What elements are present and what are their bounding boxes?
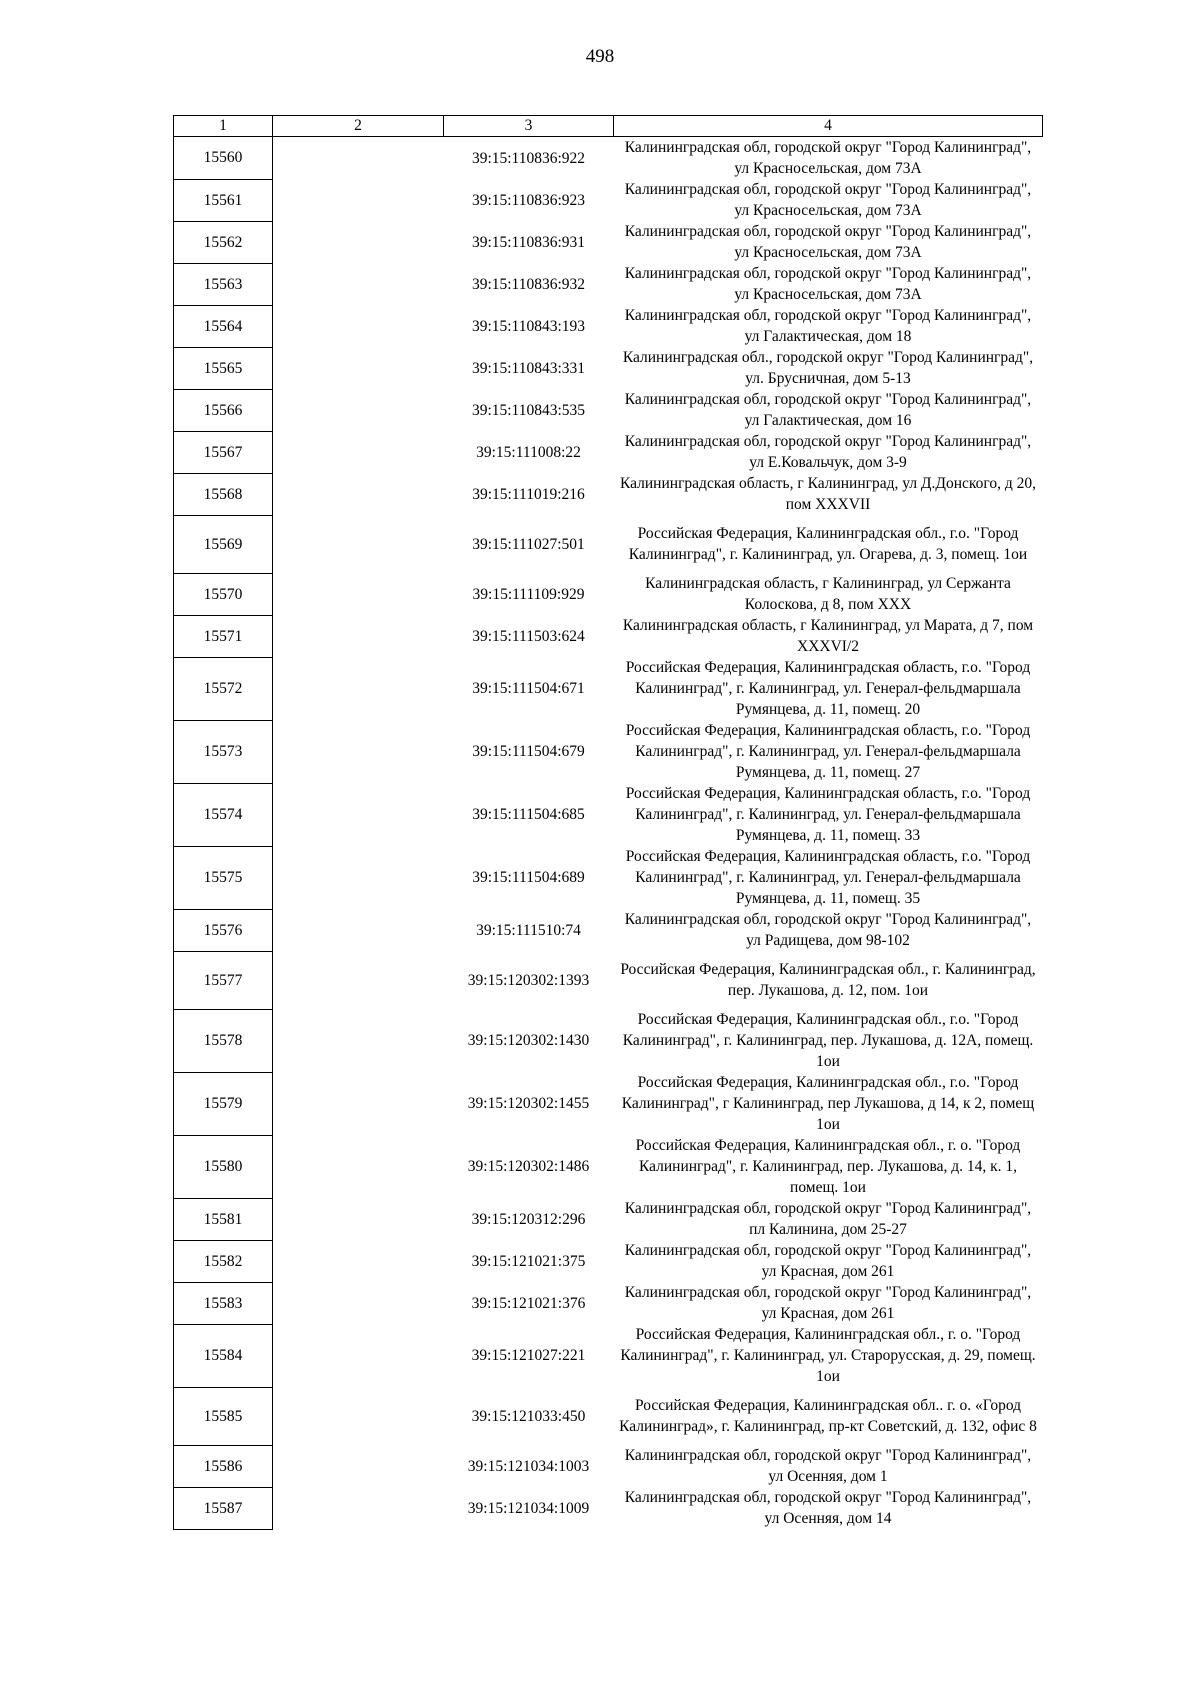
row-number: 15584 — [174, 1324, 273, 1387]
row-cadastral-number: 39:15:110836:922 — [471, 149, 586, 167]
table-row — [174, 137, 1043, 180]
row-address: Калининградская область, г Калининград, ул Сержанта Колоскова, д 8, пом XXX — [645, 575, 1011, 613]
row-cadastral-number: 39:15:120302:1455 — [467, 1095, 590, 1112]
table-row — [174, 951, 1043, 1009]
row-owner — [273, 1135, 444, 1198]
row-owner — [273, 1009, 444, 1072]
row-cadastral-number: 39:15:111019:216 — [472, 485, 585, 503]
table-row — [174, 1198, 1043, 1240]
row-address: Калининградская обл, городской округ "Город Калининград", ул Красносельская, дом 73А — [624, 139, 1032, 177]
table-row — [174, 615, 1043, 657]
table-row — [174, 1445, 1043, 1487]
registry-table — [173, 115, 1043, 1530]
row-number: 15576 — [174, 909, 273, 951]
table-row — [174, 389, 1043, 431]
table-row — [174, 1487, 1043, 1529]
row-owner — [273, 1324, 444, 1387]
row-owner — [273, 846, 444, 909]
row-cadastral-number: 39:15:120312:296 — [471, 1210, 586, 1228]
row-cadastral-number: 39:15:121034:1003 — [467, 1457, 590, 1475]
row-owner — [273, 473, 444, 515]
row-address: Калининградская обл, городской округ "Город Калининград", ул Красносельская, дом 73А — [624, 181, 1032, 219]
row-cadastral-number: 39:15:111504:689 — [472, 869, 585, 886]
row-address: Калининградская обл, городской округ "Город Калининград", ул Осенняя, дом 14 — [624, 1489, 1032, 1527]
row-cadastral-number: 39:15:110836:923 — [471, 191, 586, 209]
row-owner — [273, 1445, 444, 1487]
row-number: 15583 — [174, 1282, 273, 1324]
row-owner — [273, 305, 444, 347]
row-owner — [273, 573, 444, 615]
row-address: Калининградская обл, городской округ "Город Калининград", ул Красносельская, дом 73А — [624, 223, 1032, 261]
table-row — [174, 515, 1043, 573]
row-cadastral-number: 39:15:110843:193 — [471, 317, 586, 335]
row-cadastral-number: 39:15:120302:1486 — [467, 1158, 590, 1175]
table-row — [174, 179, 1043, 221]
row-address: Калининградская обл, городской округ "Город Калининград", ул Е.Ковальчук, дом 3-9 — [624, 433, 1032, 471]
row-number: 15587 — [174, 1487, 273, 1529]
row-address: Калининградская область, г Калининград, ул Марата, д 7, пом XXXVI/2 — [622, 617, 1034, 655]
row-cadastral-number: 39:15:110836:932 — [471, 275, 586, 293]
row-address: Калининградская обл., городской округ "Город Калининград", ул. Брусничная, дом 5-13 — [622, 349, 1034, 387]
table-row — [174, 1072, 1043, 1135]
row-address: Российская Федерация, Калининградская обл.. г. о. «Город Калининград», г. Калининград, пр-кт Советский, д. 132, офис 8 — [619, 1397, 1037, 1435]
row-address: Калининградская обл, городской округ "Город Калининград", ул Красносельская, дом 73А — [624, 265, 1032, 303]
table-row — [174, 305, 1043, 347]
table-row — [174, 473, 1043, 515]
row-number: 15581 — [174, 1198, 273, 1240]
row-address: Российская Федерация, Калининградская область, г.о. "Город Калининград", г. Калининград, ул. Генерал-фельдмаршала Румянцева, д. 11, помещ. 33 — [625, 785, 1031, 844]
row-number: 15575 — [174, 846, 273, 909]
row-cadastral-number: 39:15:111504:671 — [472, 680, 585, 697]
row-number: 15561 — [174, 179, 273, 221]
row-cadastral-number: 39:15:111510:74 — [476, 921, 581, 939]
table-row — [174, 846, 1043, 909]
row-address: Российская Федерация, Калининградская область, г.о. "Город Калининград", г. Калининград, ул. Генерал-фельдмаршала Румянцева, д. 11, помещ. 20 — [625, 659, 1031, 718]
column-header-4: 4 — [614, 116, 1043, 137]
page-number: 498 — [585, 46, 615, 67]
row-owner — [273, 1198, 444, 1240]
table-row — [174, 720, 1043, 783]
row-number: 15565 — [174, 347, 273, 389]
row-address: Российская Федерация, Калининградская обл., г.о. "Город Калининград", г. Калининград, ул. Огарева, д. 3, помещ. 1ои — [628, 525, 1028, 563]
table-row — [174, 657, 1043, 720]
table-row — [174, 1240, 1043, 1282]
row-cadastral-number: 39:15:120302:1393 — [467, 971, 590, 989]
row-number: 15560 — [174, 137, 273, 180]
row-owner — [273, 137, 444, 180]
table-row — [174, 783, 1043, 846]
row-number: 15578 — [174, 1009, 273, 1072]
row-address: Калининградская обл, городской округ "Город Калининград", ул Красная, дом 261 — [624, 1242, 1032, 1280]
row-owner — [273, 1387, 444, 1445]
row-cadastral-number: 39:15:111109:929 — [472, 585, 585, 603]
row-owner — [273, 720, 444, 783]
row-owner — [273, 263, 444, 305]
row-owner — [273, 951, 444, 1009]
table-header-row — [174, 116, 1043, 137]
row-number: 15563 — [174, 263, 273, 305]
table-row — [174, 1282, 1043, 1324]
row-owner — [273, 1282, 444, 1324]
row-number: 15572 — [174, 657, 273, 720]
row-cadastral-number: 39:15:111008:22 — [476, 443, 581, 461]
column-header-2: 2 — [273, 116, 444, 137]
row-number: 15580 — [174, 1135, 273, 1198]
table-row — [174, 221, 1043, 263]
row-address: Российская Федерация, Калининградская обл., г. Калининград, пер. Лукашова, д. 12, пом. 1ои — [620, 961, 1036, 999]
row-number: 15568 — [174, 473, 273, 515]
row-owner — [273, 179, 444, 221]
row-address: Российская Федерация, Калининградская обл., г. о. "Город Калининград", г. Калининград, пер. Лукашова, д. 14, к. 1, помещ. 1ои — [635, 1137, 1021, 1196]
row-owner — [273, 431, 444, 473]
table-row — [174, 1009, 1043, 1072]
row-address: Российская Федерация, Калининградская область, г.о. "Город Калининград", г. Калининград, ул. Генерал-фельдмаршала Румянцева, д. 11, помещ. 27 — [625, 722, 1031, 781]
row-owner — [273, 515, 444, 573]
row-owner — [273, 783, 444, 846]
row-address: Калининградская обл, городской округ "Город Калининград", ул Красная, дом 261 — [624, 1284, 1032, 1322]
row-number: 15569 — [174, 515, 273, 573]
row-address: Калининградская обл, городской округ "Город Калининград", ул Галактическая, дом 16 — [624, 391, 1032, 429]
row-number: 15573 — [174, 720, 273, 783]
row-cadastral-number: 39:15:121034:1009 — [467, 1499, 590, 1517]
row-owner — [273, 1487, 444, 1529]
row-owner — [273, 221, 444, 263]
row-cadastral-number: 39:15:110843:331 — [471, 359, 586, 377]
row-address: Калининградская область, г Калининград, ул Д.Донского, д 20, пом XXXVII — [620, 475, 1036, 513]
row-owner — [273, 389, 444, 431]
row-owner — [273, 1240, 444, 1282]
row-owner — [273, 657, 444, 720]
row-number: 15571 — [174, 615, 273, 657]
row-number: 15566 — [174, 389, 273, 431]
row-owner — [273, 909, 444, 951]
row-cadastral-number: 39:15:121033:450 — [471, 1407, 586, 1425]
row-cadastral-number: 39:15:121021:375 — [471, 1252, 586, 1270]
table-row — [174, 1135, 1043, 1198]
row-owner — [273, 615, 444, 657]
row-number: 15585 — [174, 1387, 273, 1445]
row-cadastral-number: 39:15:111503:624 — [472, 627, 585, 645]
row-address: Российская Федерация, Калининградская обл., г. о. "Город Калининград", г. Калининград, ул. Старорусская, д. 29, помещ. 1ои — [620, 1326, 1036, 1385]
row-address: Российская Федерация, Калининградская область, г.о. "Город Калининград", г. Калининград, ул. Генерал-фельдмаршала Румянцева, д. 11, помещ. 35 — [625, 848, 1031, 907]
row-cadastral-number: 39:15:111504:685 — [472, 806, 585, 823]
row-cadastral-number: 39:15:111504:679 — [472, 743, 585, 760]
row-address: Калининградская обл, городской округ "Город Калининград", ул Галактическая, дом 18 — [624, 307, 1032, 345]
row-number: 15562 — [174, 221, 273, 263]
table-row — [174, 573, 1043, 615]
row-cadastral-number: 39:15:110843:535 — [471, 401, 586, 419]
row-cadastral-number: 39:15:111027:501 — [472, 535, 585, 553]
row-number: 15574 — [174, 783, 273, 846]
row-address: Российская Федерация, Калининградская обл., г.о. "Город Калининград", г Калининград, пер Лукашова, д 14, к 2, помещ 1ои — [621, 1074, 1035, 1133]
row-number: 15582 — [174, 1240, 273, 1282]
table-row — [174, 431, 1043, 473]
row-number: 15570 — [174, 573, 273, 615]
table-row — [174, 1324, 1043, 1387]
row-owner — [273, 347, 444, 389]
table-row — [174, 909, 1043, 951]
row-number: 15577 — [174, 951, 273, 1009]
column-header-1: 1 — [174, 116, 273, 137]
table-row — [174, 347, 1043, 389]
column-header-3: 3 — [444, 116, 614, 137]
row-address: Калининградская обл, городской округ "Город Калининград", ул Радищева, дом 98-102 — [624, 911, 1032, 949]
row-cadastral-number: 39:15:110836:931 — [471, 233, 586, 251]
row-address: Российская Федерация, Калининградская обл., г.о. "Город Калининград", г. Калининград, пер. Лукашова, д. 12А, помещ. 1ои — [622, 1011, 1034, 1070]
row-address: Калининградская обл, городской округ "Город Калининград", ул Осенняя, дом 1 — [624, 1447, 1032, 1485]
row-cadastral-number: 39:15:121027:221 — [471, 1347, 586, 1364]
table-row — [174, 1387, 1043, 1445]
row-owner — [273, 1072, 444, 1135]
row-address: Калининградская обл, городской округ "Город Калининград", пл Калинина, дом 25-27 — [624, 1200, 1032, 1238]
row-cadastral-number: 39:15:120302:1430 — [467, 1032, 590, 1049]
row-cadastral-number: 39:15:121021:376 — [471, 1294, 586, 1312]
table-row — [174, 263, 1043, 305]
row-number: 15586 — [174, 1445, 273, 1487]
row-number: 15579 — [174, 1072, 273, 1135]
row-number: 15564 — [174, 305, 273, 347]
row-number: 15567 — [174, 431, 273, 473]
